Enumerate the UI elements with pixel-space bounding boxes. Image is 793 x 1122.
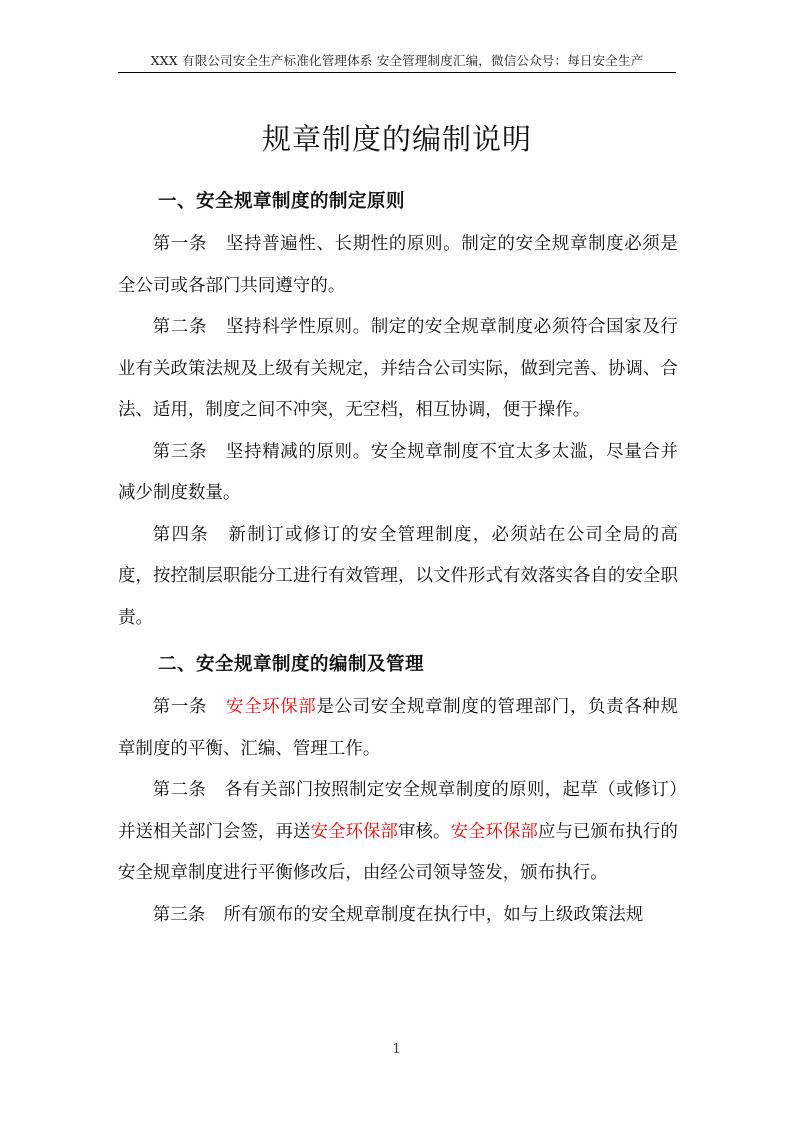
article-body: 坚持科学性原则。制定的安全规章制度必须符合国家及行业有关政策法规及上级有关规定，并结合公司实际，做到完善、协调、合法、适用，制度之间不冲突，无空档，相互协调，便于操作。 xyxy=(118,317,678,420)
paragraph-1-1 xyxy=(118,224,678,307)
article-body: 坚持普遍性、长期性的原则。制定的安全规章制度必须是全公司或各部门共同遵守的。 xyxy=(118,234,678,296)
text-run: 各有关部门按照制定安全规章制度的原则，起草（或修订）并送相关部门会签，再送 xyxy=(118,780,678,842)
article-label: 第二条 xyxy=(152,780,207,800)
highlighted-term: 安全环保部 xyxy=(225,697,317,717)
article-label: 第二条 xyxy=(152,317,208,337)
paragraph-2-2 xyxy=(118,770,678,895)
article-label: 第四条 xyxy=(152,524,210,545)
paragraph-1-2 xyxy=(118,307,678,432)
article-label: 第三条 xyxy=(152,904,206,925)
page-footer xyxy=(0,1038,793,1057)
paragraph-2-3 xyxy=(118,895,678,937)
text-run: 应与已颁布执行的安全规章制度进行平衡修改后，由经公司领导签发，颁布执行。 xyxy=(118,821,678,883)
article-body: 新制订或修订的安全管理制度，必须站在公司全局的高度，按控制层职能分工进行有效管理，以文件形式有效落实各自的安全职责。 xyxy=(118,524,678,628)
page-header xyxy=(118,52,676,73)
highlighted-term: 安全环保部 xyxy=(450,821,538,842)
page-number: 1 xyxy=(392,1042,401,1057)
header-divider xyxy=(118,72,676,73)
section-heading-2: 二、安全规章制度的编制及管理 xyxy=(158,654,425,675)
document-body xyxy=(118,182,678,936)
page-title: 规章制度的编制说明 xyxy=(261,122,532,156)
highlighted-term: 安全环保部 xyxy=(310,821,398,842)
article-label: 第三条 xyxy=(152,441,208,462)
header-title-text: XXX 有限公司安全生产标准化管理体系 安全管理制度汇编，微信公众号：每日安全生产 xyxy=(150,53,644,68)
text-run: 是公司安全规章制度的管理部门，负责各种规章制度的平衡、汇编、管理工作。 xyxy=(118,697,678,759)
paragraph-2-1 xyxy=(118,687,678,770)
article-body: 坚持精减的原则。安全规章制度不宜太多太滥，尽量合并减少制度数量。 xyxy=(118,441,678,503)
paragraph-1-3 xyxy=(118,432,678,515)
text-run: 审核。 xyxy=(397,821,451,842)
article-label: 第一条 xyxy=(152,234,208,254)
section-heading-1: 一、安全规章制度的制定原则 xyxy=(158,191,406,212)
article-label: 第一条 xyxy=(152,697,208,717)
article-body: 所有颁布的安全规章制度在执行中，如与上级政策法规 xyxy=(223,904,644,925)
paragraph-1-4 xyxy=(118,515,678,640)
